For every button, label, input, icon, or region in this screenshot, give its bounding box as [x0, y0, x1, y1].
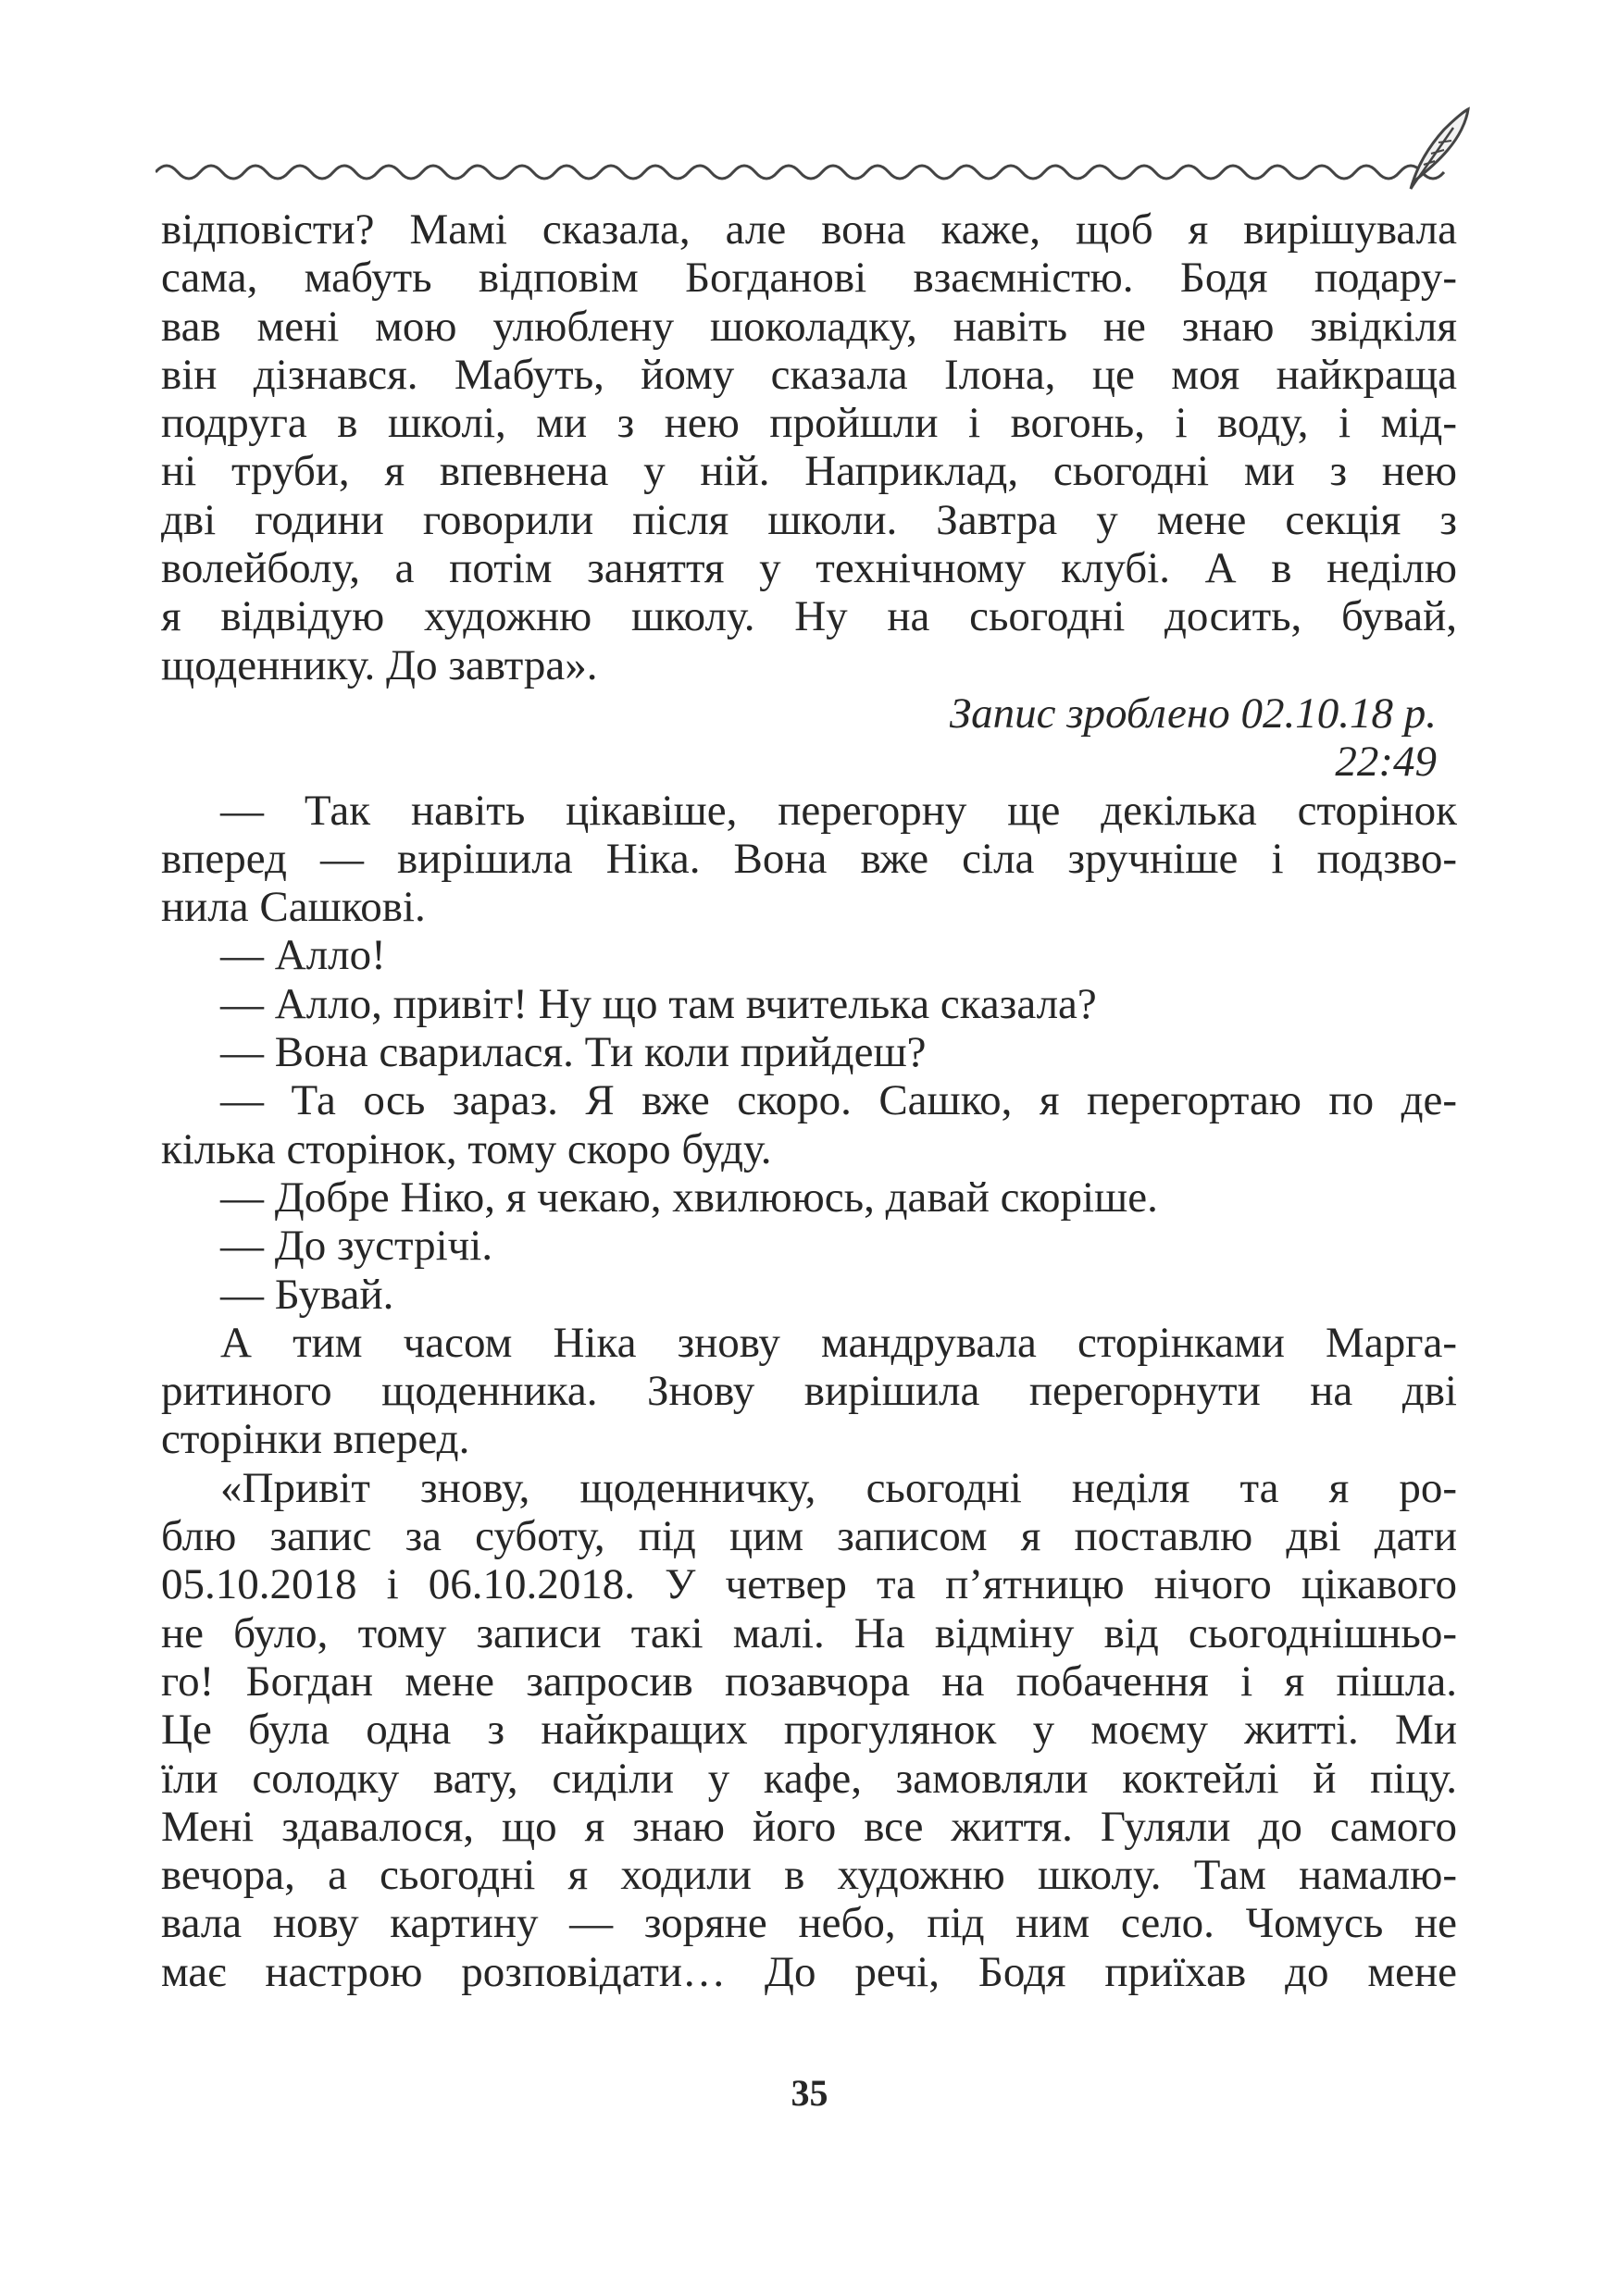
text-line: — Алло, привіт! Ну що там вчителька сказала?	[220, 979, 1097, 1028]
text-line: я відвідую художню школу. Ну на сьогодні досить, бувай,	[161, 592, 1457, 641]
page-number: 35	[791, 2072, 828, 2114]
text-line: не було, тому записи такі малі. На відміну від сьогоднішньо-	[161, 1608, 1457, 1657]
wavy-line	[156, 166, 1444, 179]
text-line: — Та ось зараз. Я вже скоро. Сашко, я перегортаю по де-	[220, 1076, 1457, 1125]
text-line: волейболу, а потім заняття у технічному клубі. А в неділю	[161, 544, 1457, 593]
text-line: вечора, а сьогодні я ходили в художню школу. Там намалю-	[161, 1851, 1457, 1900]
text-line: 05.10.2018 і 06.10.2018. У четвер та п’ятницю нічого цікавого	[161, 1560, 1457, 1609]
text-line: — Бувай.	[220, 1270, 394, 1319]
text-line: відповісти? Мамі сказала, але вона каже, щоб я вирішувала	[161, 205, 1457, 254]
text-line: має настрою розповідати… До речі, Бодя приїхав до мене	[161, 1947, 1457, 1996]
text-line: — Алло!	[220, 931, 386, 980]
text-line: сторінки вперед.	[161, 1415, 470, 1464]
text-line: дві години говорили після школи. Завтра у мене секція з	[161, 495, 1457, 544]
text-line: ні труби, я впевнена у ній. Наприклад, сьогодні ми з нею	[161, 447, 1457, 496]
text-line: вперед — вирішила Ніка. Вона вже сіла зручніше і подзво-	[161, 834, 1457, 883]
text-line: він дізнався. Мабуть, йому сказала Ілона, це моя найкраща	[161, 350, 1457, 399]
header-ornament	[156, 100, 1470, 202]
text-line: го! Богдан мене запросив позавчора на побачення і я пішла.	[161, 1657, 1457, 1706]
text-line: кілька сторінок, тому скоро буду.	[161, 1124, 772, 1173]
text-line: щоденнику. До завтра».	[161, 640, 598, 689]
text-line: — Вона сварилася. Ти коли прийдеш?	[220, 1028, 927, 1077]
text-line: сама, мабуть відповім Богданові взаємністю. Бодя подару-	[161, 254, 1457, 303]
text-line: блю запис за суботу, під цим записом я поставлю дві дати	[161, 1512, 1457, 1561]
text-line: їли солодку вату, сиділи у кафе, замовляли коктейлі й піцу.	[161, 1754, 1457, 1803]
text-line: А тим часом Ніка знову мандрувала сторінками Марга-	[220, 1318, 1457, 1367]
text-line: Мені здавалося, що я знаю його все життя. Гуляли до самого	[161, 1802, 1457, 1851]
text-line: — Так навіть цікавіше, перегорну ще декілька сторінок	[220, 786, 1457, 835]
text-line: ритиного щоденника. Знову вирішила перегорнути на дві	[161, 1367, 1457, 1416]
text-line: подруга в школі, ми з нею пройшли і вогонь, і воду, і мід-	[161, 399, 1457, 448]
text-line: Це була одна з найкращих прогулянок у моєму житті. Ми	[161, 1706, 1457, 1755]
text-line: — До зустрічі.	[220, 1222, 493, 1271]
text-line: нила Сашкові.	[161, 883, 426, 932]
body-text	[161, 205, 1457, 1996]
text-line: «Привіт знову, щоденничку, сьогодні неділя та я ро-	[220, 1463, 1457, 1512]
text-line: — Добре Ніко, я чекаю, хвилююсь, давай скоріше.	[220, 1173, 1158, 1222]
text-line: вала нову картину — зоряне небо, під ним село. Чомусь не	[161, 1899, 1457, 1948]
text-line: 22:49	[1335, 738, 1437, 787]
text-line: Запис зроблено 02.10.18 р.	[949, 689, 1437, 738]
text-line: вав мені мою улюблену шоколадку, навіть не знаю звідкіля	[161, 302, 1457, 351]
